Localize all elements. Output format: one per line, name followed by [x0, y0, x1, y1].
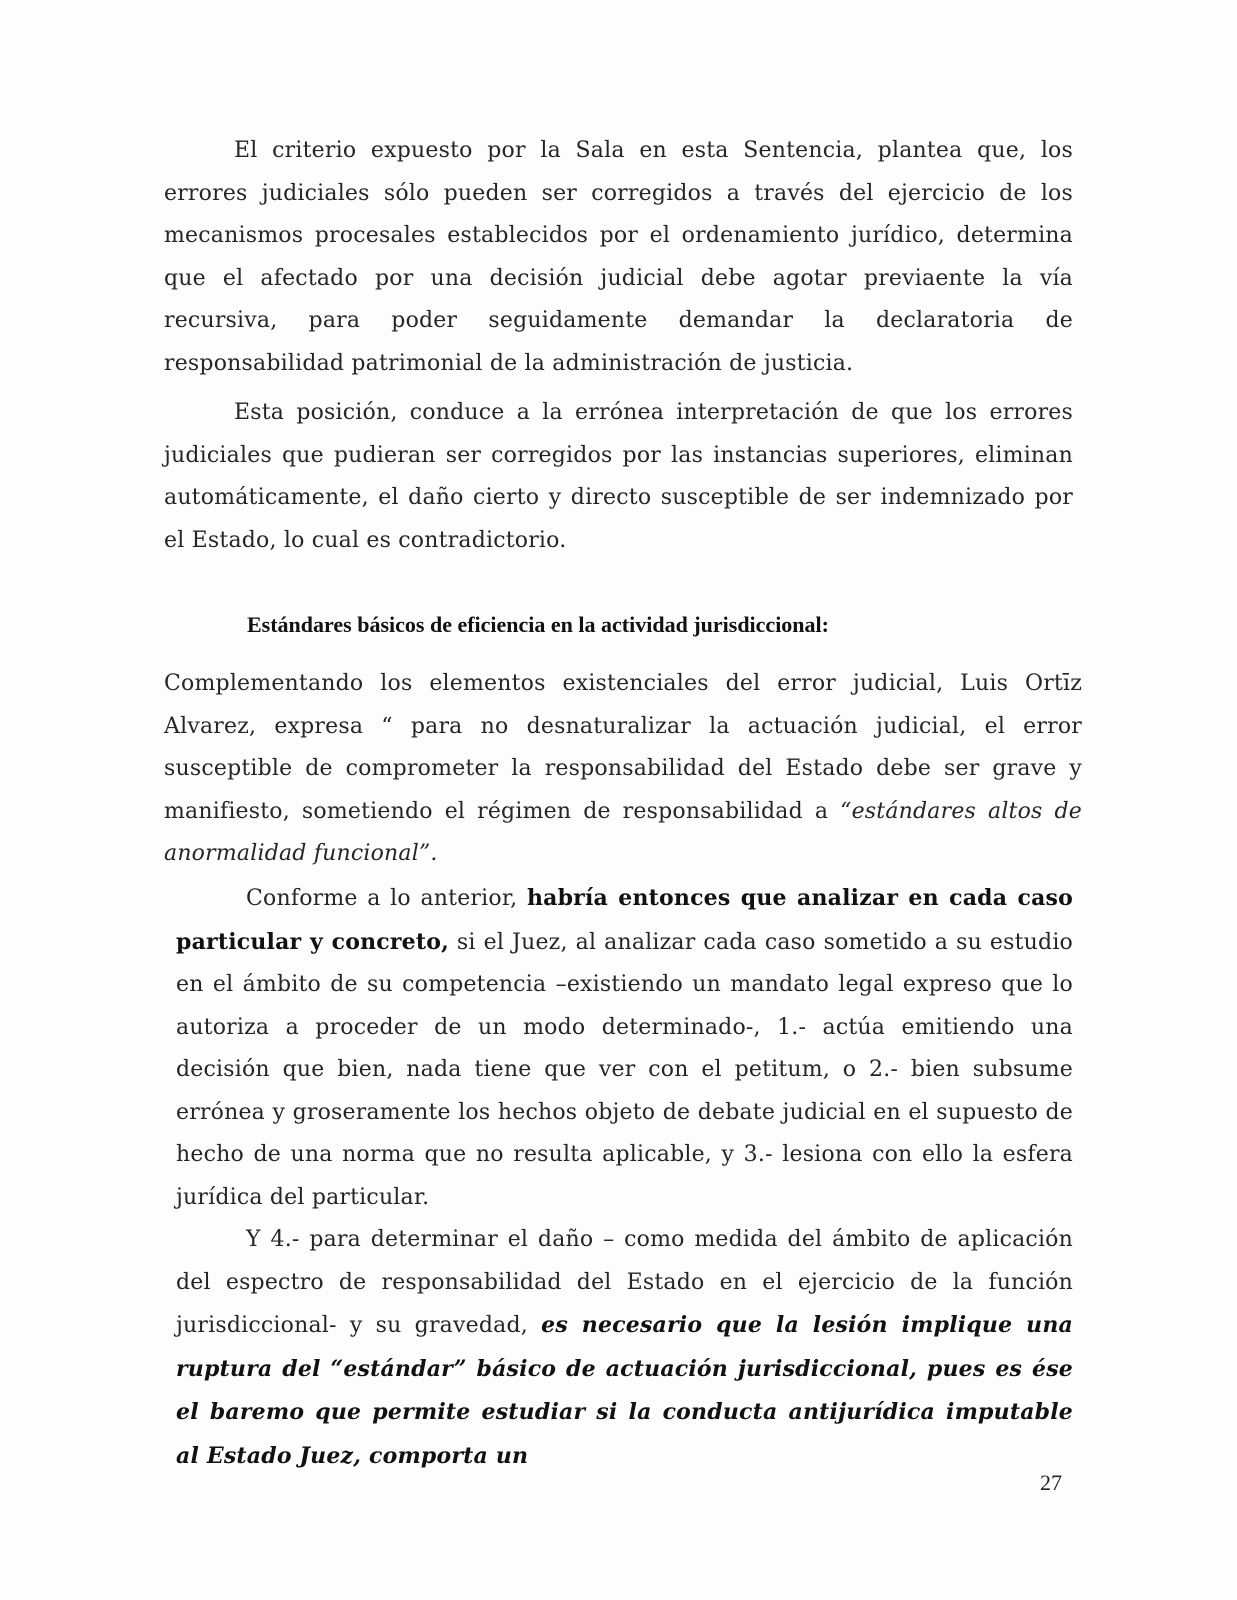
paragraph-determinar-dano-bold-italic: es necesario que la lesión implique una ruptura del “estándar” básico de actuación jurisdiccional, pues es ése el baremo que permite estudiar si la conducta antijurídica imputable al Estado Juez, comporta un — [176, 1312, 1073, 1469]
paragraph-determinar-dano-lead: Y 4.- para determinar el daño – como medida del ámbito de aplicación del espectro de responsabilidad del Estado en el ejercicio de la función jurisdiccional- y su gravedad, — [176, 1227, 1073, 1338]
page-number: 27 — [1040, 1470, 1062, 1495]
paragraph-complementando-text: Complementando los elementos existenciales del error judicial, Luis Ortīz Alvarez, expresa “ para no desnaturalizar la actuación judicial, el error susceptible de comprometer la responsabilidad del Estado debe ser grave y manifiesto, sometiendo el régimen de responsabilidad a — [164, 671, 1082, 824]
paragraph-criterio-sala: El criterio expuesto por la Sala en esta Sentencia, plantea que, los errores judiciales sólo pueden ser corregidos a través del ejercicio de los mecanismos procesales establecidos por el ordenamiento jurídico, determina que el afectado por una decisión judicial debe agotar previaente la vía recursiva, para poder seguidamente demandar la declaratoria de responsabilidad patrimonial de la administración de justicia. — [164, 138, 1073, 376]
paragraph-conforme-bold: habría entonces que analizar en cada caso particular y concreto, — [176, 885, 1073, 955]
paragraph-determinar-dano — [176, 1219, 1073, 1478]
paragraph-conforme — [176, 877, 1073, 1219]
paragraph-posicion-erronea: Esta posición, conduce a la errónea interpretación de que los errores judiciales que pudieran ser corregidos por las instancias superiores, eliminan automáticamente, el daño cierto y directo susceptible de ser indemnizado por el Estado, lo cual es contradictorio. — [164, 400, 1073, 553]
paragraph-conforme-rest: si el Juez, al analizar cada caso sometido a su estudio en el ámbito de su competencia –existiendo un mandato legal expreso que lo autoriza a proceder de un modo determinado-, 1.- actúa emitiendo una decisión que bien, nada tiene que ver con el petitum, o 2.- bien subsume errónea y groseramente los hechos objeto de debate judicial en el supuesto de hecho de una norma que no resulta aplicable, y 3.- lesiona con ello la esfera jurídica del particular. — [176, 929, 1073, 1210]
paragraph-conforme-lead: Conforme a lo anterior, — [246, 886, 527, 911]
paragraph-complementando-italic-quote: “estándares altos de anormalidad funcional”. — [164, 798, 1082, 866]
section-heading: Estándares básicos de eficiencia en la actividad jurisdiccional: — [247, 612, 829, 637]
paragraph-complementando — [164, 663, 1082, 876]
